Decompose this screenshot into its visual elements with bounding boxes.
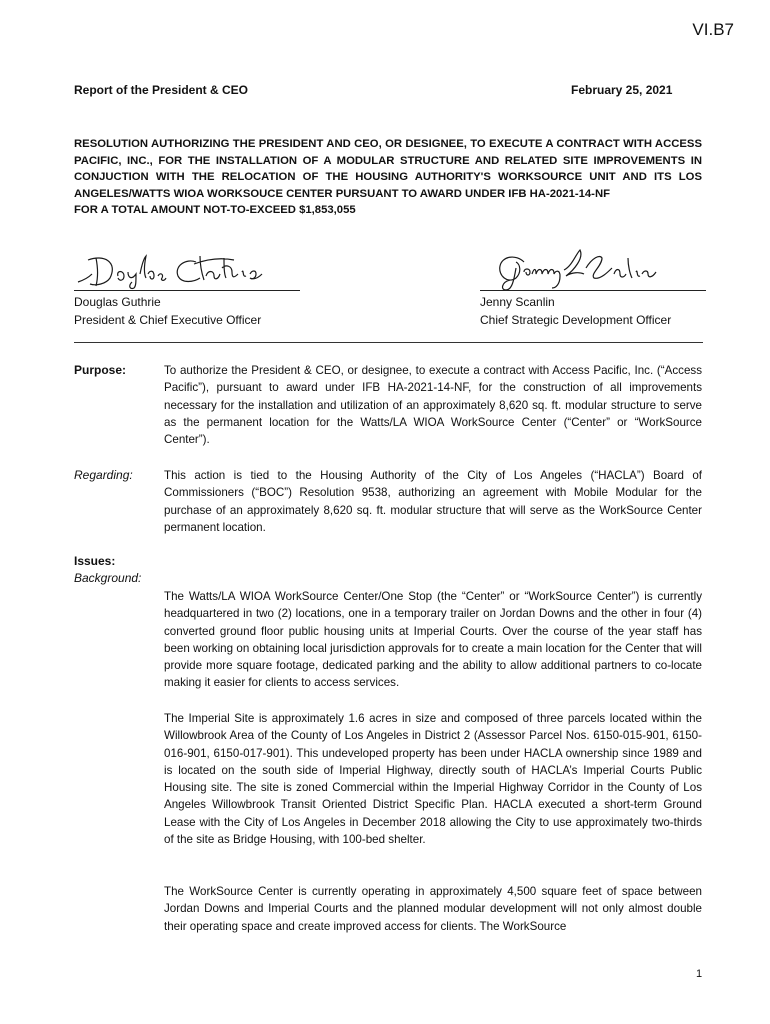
- title-line: ANGELES/WATTS WIOA WORKSOUCE CENTER PURSUANT TO AWARD UNDER IFB HA-2021-14-NF: [74, 187, 610, 200]
- title-line: FOR A TOTAL AMOUNT NOT-TO-EXCEED $1,853,055: [74, 204, 356, 216]
- regarding-text: This action is tied to the Housing Authority of the City of Los Angeles (“HACLA”) Board of Commissioners (“BOC”) Resolution 9538, authorizing an agreement with Mobile Modular for the purchase of an approximately 8,620 sq. ft. modular structure that will serve as the WorkSource Center permanent location.: [164, 469, 702, 534]
- regarding-label: Regarding:: [74, 468, 133, 482]
- title-line: RESOLUTION AUTHORIZING THE PRESIDENT AND CEO, OR DESIGNEE, TO EXECUTE A CONTRACT WITH ACCESS: [74, 138, 702, 150]
- background-paragraph: The Imperial Site is approximately 1.6 acres in size and composed of three parcels located within the Willowbrook Area of the County of Los Angeles in District 2 (Assessor Parcel Nos. 6150-015-901, 6150-016-901, 6150-017-901). This undeveloped property has been under HACLA ownership since 1989 and is located on the south side of Imperial Highway, directly south of HACLA’s Imperial Courts Public Housing site. The site is zoned Commercial within the Imperial Highway Corridor in the County of Los Angeles Willowbrook Transit Oriented District Specific Plan. HACLA executed a short-term Ground Lease with the City of Los Angeles in December 2018 allowing the City to use approximately two-thirds of the site as Bridge Housing, with 100-bed shelter.: [164, 712, 702, 847]
- title-line: CONJUCTION WITH THE RELOCATION OF THE HOUSING AUTHORITY'S WORKSOURCE UNIT AND ITS LOS: [74, 171, 702, 183]
- signature-block-cso: [480, 244, 706, 329]
- signature-graphic: [74, 244, 300, 290]
- report-date: February 25, 2021: [571, 83, 673, 97]
- background-paragraph: The Watts/LA WIOA WorkSource Center/One Stop (the “Center” or “WorkSource Center”) is currently headquartered in two (2) locations, one in a temporary trailer on Jordan Downs and the other in four (4) converted ground floor public housing units at Imperial Courts. Over the course of the year staff has been working on obtaining local jurisdiction approvals for to create a main location for the Center that will provide more square footage, dedicated parking and the ability to allow additional partners to co-locate making it easier for clients to access services.: [164, 590, 702, 690]
- signature-line: [480, 244, 706, 291]
- resolution-title: [74, 136, 702, 219]
- title-line: PACIFIC, INC., FOR THE INSTALLATION OF A MODULAR STRUCTURE AND RELATED SITE IMPROVEMENTS IN: [74, 154, 702, 167]
- purpose-label: Purpose:: [74, 363, 127, 377]
- section-divider: [74, 342, 703, 343]
- signatory-name: Douglas Guthrie: [74, 295, 161, 309]
- background-label: Background:: [74, 571, 142, 585]
- page-number: 1: [696, 968, 703, 980]
- background-paragraph: The WorkSource Center is currently operating in approximately 4,500 square feet of space between Jordan Downs and Imperial Courts and the planned modular development will not only almost double their operating space and create improved access for clients. The WorkSource: [164, 885, 702, 933]
- signature-graphic: [480, 244, 706, 290]
- signature-block-ceo: [74, 244, 300, 329]
- signatory-role: Chief Strategic Development Officer: [480, 313, 672, 327]
- signatory-name: Jenny Scanlin: [480, 295, 555, 309]
- document-id: VI.B7: [692, 20, 734, 39]
- signature-line: [74, 244, 300, 291]
- issues-label: Issues:: [74, 554, 116, 568]
- report-header: Report of the President & CEO: [74, 83, 249, 97]
- signatory-role: President & Chief Executive Officer: [74, 313, 262, 327]
- purpose-text: To authorize the President & CEO, or designee, to execute a contract with Access Pacific, Inc. (“Access Pacific”), pursuant to award under IFB HA-2021-14-NF, for the construction of all improvements necessary for the installation and utilization of an approximately 8,620 sq. ft. modular structure to serve as the permanent location for the Watts/LA WIOA WorkSource Center (“Center” or “WorkSource Center”).: [164, 364, 702, 447]
